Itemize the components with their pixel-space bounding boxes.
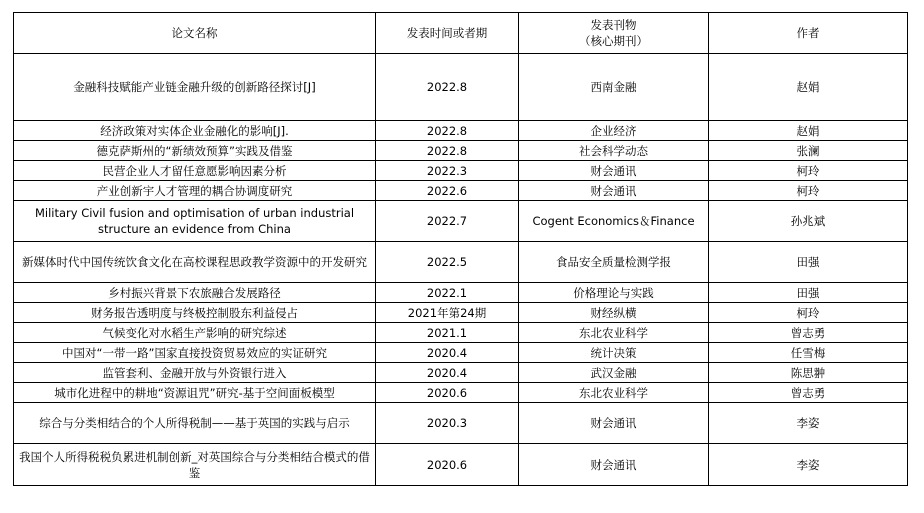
paper-date: 2020.6 [376,383,519,403]
paper-title: 经济政策对实体企业金融化的影响[J]. [14,121,376,141]
paper-journal: 价格理论与实践 [519,283,709,303]
paper-author: 柯玲 [709,181,908,201]
paper-date: 2020.4 [376,363,519,383]
paper-title: 新媒体时代中国传统饮食文化在高校课程思政教学资源中的开发研究 [14,242,376,283]
paper-author: 曾志勇 [709,383,908,403]
paper-date: 2022.8 [376,141,519,161]
paper-journal: 东北农业科学 [519,383,709,403]
papers-table-container [13,12,908,486]
table-header-row [14,13,908,54]
paper-journal: 东北农业科学 [519,323,709,343]
table-row [14,283,908,303]
paper-author: 任雪梅 [709,343,908,363]
paper-date: 2020.3 [376,403,519,444]
paper-journal: 财会通讯 [519,161,709,181]
paper-journal: 财会通讯 [519,444,709,486]
paper-date: 2020.6 [376,444,519,486]
paper-journal: 食品安全质量检测学报 [519,242,709,283]
paper-title: 我国个人所得税税负累进机制创新_对英国综合与分类相结合模式的借鉴 [14,444,376,486]
paper-title: 监管套利、金融开放与外资银行进入 [14,363,376,383]
table-row [14,54,908,121]
paper-date: 2021.1 [376,323,519,343]
paper-author: 张澜 [709,141,908,161]
header-journal [519,13,709,54]
paper-title: 产业创新宇人才管理的耦合协调度研究 [14,181,376,201]
paper-author: 陈思翀 [709,363,908,383]
paper-date: 2022.1 [376,283,519,303]
paper-author: 李姿 [709,444,908,486]
paper-title: 乡村振兴背景下农旅融合发展路径 [14,283,376,303]
table-row [14,403,908,444]
paper-author: 曾志勇 [709,323,908,343]
paper-journal: 武汉金融 [519,363,709,383]
header-author: 作者 [709,13,908,54]
paper-journal: 财会通讯 [519,181,709,201]
paper-date: 2022.8 [376,121,519,141]
paper-title: Military Civil fusion and optimisation of urban industrial structure an evidence from China [14,201,376,242]
header-title: 论文名称 [14,13,376,54]
paper-author: 田强 [709,283,908,303]
table-row [14,181,908,201]
paper-date: 2022.8 [376,54,519,121]
paper-date: 2022.3 [376,161,519,181]
paper-journal: 统计决策 [519,343,709,363]
header-journal-line2: （核心期刊） [579,34,648,48]
paper-journal: Cogent Economics＆Finance [519,201,709,242]
paper-journal: 社会科学动态 [519,141,709,161]
papers-table [13,12,908,486]
table-row [14,141,908,161]
paper-date: 2020.4 [376,343,519,363]
paper-author: 柯玲 [709,303,908,323]
header-journal-line1: 发表刊物 [590,18,637,32]
table-row [14,303,908,323]
table-row [14,363,908,383]
table-row [14,323,908,343]
table-row [14,444,908,486]
paper-date: 2022.5 [376,242,519,283]
paper-author: 田强 [709,242,908,283]
paper-title: 中国对“一带一路”国家直接投资贸易效应的实证研究 [14,343,376,363]
paper-title: 金融科技赋能产业链金融升级的创新路径探讨[J] [14,54,376,121]
paper-title: 德克萨斯州的“新绩效预算”实践及借鉴 [14,141,376,161]
table-row [14,161,908,181]
paper-title: 城市化进程中的耕地“资源诅咒”研究-基于空间面板模型 [14,383,376,403]
paper-title: 民营企业人才留任意愿影响因素分析 [14,161,376,181]
paper-title: 综合与分类相结合的个人所得税制——基于英国的实践与启示 [14,403,376,444]
paper-date: 2021年第24期 [376,303,519,323]
table-row [14,343,908,363]
paper-author: 赵娟 [709,54,908,121]
paper-author: 赵娟 [709,121,908,141]
header-date: 发表时间或者期 [376,13,519,54]
paper-author: 孙兆斌 [709,201,908,242]
table-row [14,121,908,141]
paper-journal: 西南金融 [519,54,709,121]
paper-journal: 财经纵横 [519,303,709,323]
paper-author: 李姿 [709,403,908,444]
paper-date: 2022.7 [376,201,519,242]
paper-journal: 企业经济 [519,121,709,141]
paper-journal: 财会通讯 [519,403,709,444]
paper-title: 气候变化对水稻生产影响的研究综述 [14,323,376,343]
paper-date: 2022.6 [376,181,519,201]
table-row [14,383,908,403]
paper-author: 柯玲 [709,161,908,181]
table-row [14,201,908,242]
table-row [14,242,908,283]
paper-title: 财务报告透明度与终极控制股东利益侵占 [14,303,376,323]
